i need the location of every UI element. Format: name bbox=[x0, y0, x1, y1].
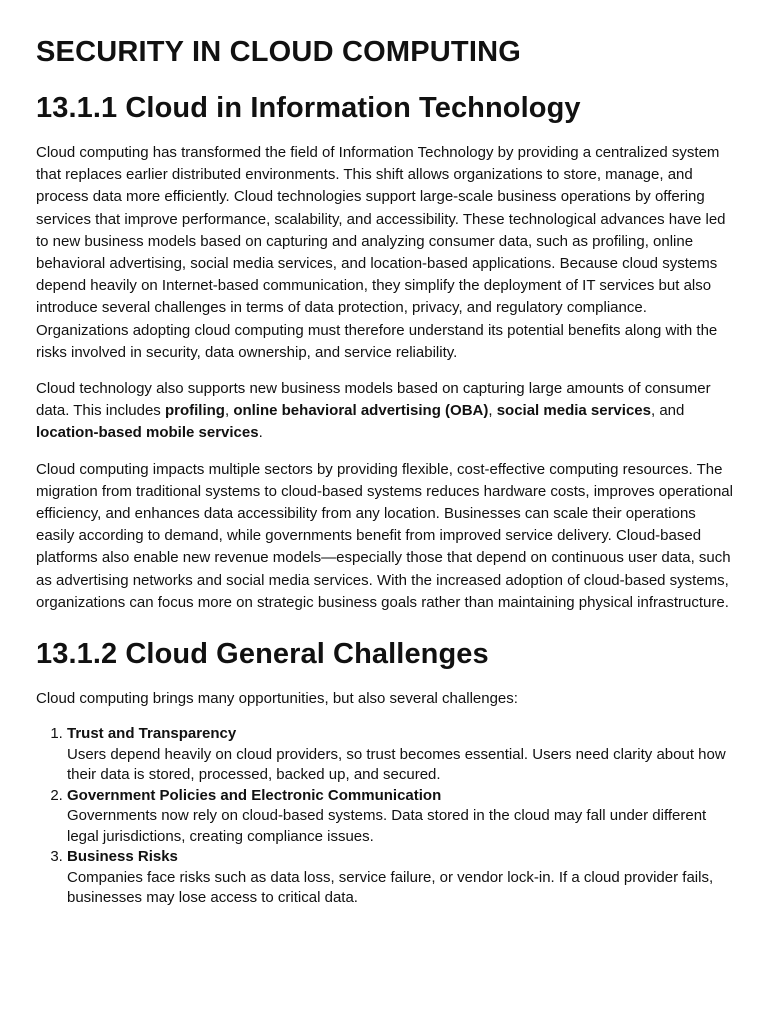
paragraph-intro-text: Cloud technology also supports new business models based on capturing large amounts of consumer data. This includes bbox=[36, 380, 711, 420]
list-item bbox=[67, 847, 734, 909]
separator: , bbox=[488, 402, 497, 420]
term-online-behavioral-advertising: online behavioral advertising (OBA) bbox=[233, 402, 489, 420]
separator: , bbox=[224, 402, 234, 420]
paragraph-end: . bbox=[258, 424, 263, 442]
section-heading-cloud-challenges: 13.1.2 Cloud General Challenges bbox=[36, 638, 489, 671]
paragraph-cloud-transformed-it: Cloud computing has transformed the field of Information Technology by providing a centralized system that replaces earlier distributed environments. This shift allows organizations to store, manage, and process data more efficiently. Cloud technologies support large-scale business operations by offering services that improve performance, scalability, and accessibility. These technological advances have led to new business models based on capturing and analyzing consumer data, such as profiling, online behavioral advertising, social media services, and location-based applications. Because cloud systems depend heavily on Internet-based communication, they simplify the deployment of IT services but also introduce several challenges in terms of data protection, privacy, and regulatory compliance. Organizations adopting cloud computing must therefore understand its potential benefits along with the risks involved in security, data ownership, and service reliability. bbox=[36, 144, 726, 361]
term-profiling: profiling bbox=[164, 402, 225, 420]
list-item bbox=[67, 786, 734, 848]
challenges-list bbox=[36, 724, 734, 909]
document-title: SECURITY IN CLOUD COMPUTING bbox=[36, 36, 521, 68]
paragraph-challenges-intro: Cloud computing brings many opportunities, but also several challenges: bbox=[36, 690, 518, 708]
term-location-based-mobile-services: location-based mobile services bbox=[36, 424, 259, 442]
separator: , and bbox=[650, 402, 685, 420]
list-item-title: 1. Trust and Transparency bbox=[67, 725, 237, 743]
list-item-description: Users depend heavily on cloud providers, so trust becomes essential. Users need clarity about how their data is stored, processed, backed up, and secured. bbox=[67, 745, 726, 784]
list-item-description: Companies face risks such as data loss, service failure, or vendor lock-in. If a cloud provider fails, businesses may lose access to critical data. bbox=[67, 868, 714, 907]
list-item-title: 2. Government Policies and Electronic Communication bbox=[67, 786, 442, 804]
term-social-media-services: social media services bbox=[496, 402, 651, 420]
list-item-title: 3. Business Risks bbox=[67, 848, 178, 866]
list-item bbox=[67, 724, 734, 786]
paragraph-business-models bbox=[36, 378, 734, 445]
section-heading-cloud-in-it: 13.1.1 Cloud in Information Technology bbox=[36, 92, 581, 124]
paragraph-sector-impacts: Cloud computing impacts multiple sectors by providing flexible, cost-effective computing resources. The migration from traditional systems to cloud-based systems reduces hardware costs, improves operational efficiency, and enhances data accessibility from any location. Businesses can scale their operations easily according to demand, while governments benefit from improved service delivery. Cloud-based platforms also enable new revenue models—especially those that depend on continuous user data, such as advertising networks and social media services. With the increased adoption of cloud-based systems, organizations can focus more on strategic business goals rather than maintaining physical infrastructure. bbox=[36, 460, 733, 611]
list-item-description: Governments now rely on cloud-based systems. Data stored in the cloud may fall under different legal jurisdictions, creating compliance issues. bbox=[67, 807, 707, 845]
